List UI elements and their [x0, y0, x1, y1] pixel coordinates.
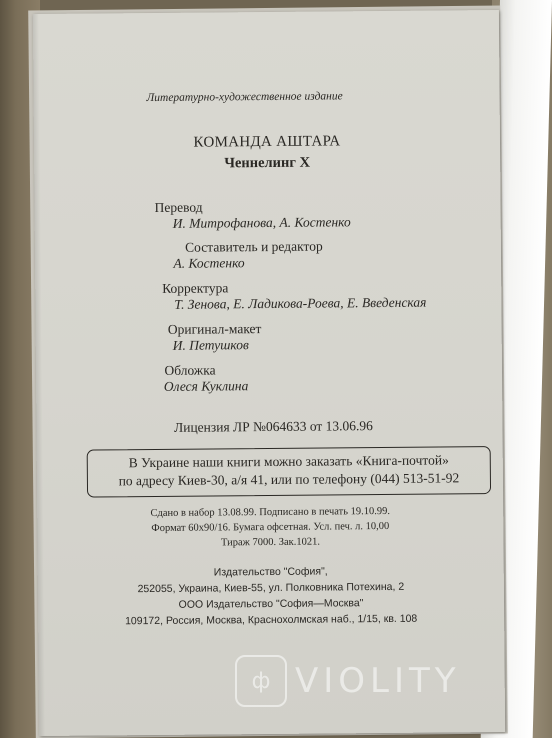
credit-role-layout: Оригинал-макет [167, 321, 262, 337]
series-label: Литературно-художественное издание [146, 90, 343, 105]
credit-names-proofreading: Т. Зенова, Е. Ладикова-Роева, Е. Введенская [174, 294, 427, 312]
publisher-line-3: ООО Издательство "София—Москва" [178, 597, 364, 611]
book-imprint-page [33, 10, 505, 736]
watermark-logo: ф [235, 655, 287, 707]
order-notice-line-1: В Украине наши книги можно заказать «Книга-почтой» [128, 452, 449, 471]
credit-names-editor: А. Костенко [173, 255, 245, 271]
print-info-line-2: Формат 60х90/16. Бумага офсетная. Усл. печ. л. 10,00 [151, 520, 390, 535]
license-line: Лицензия ЛР №064633 от 13.06.96 [173, 418, 373, 435]
watermark-text: VIOLITY [295, 661, 461, 701]
credit-names-translation: И. Митрофанова, А. Костенко [172, 214, 351, 231]
print-info-line-3: Тираж 7000. Зак.1021. [220, 536, 321, 549]
publisher-line-2: 252055, Украина, Киев-55, ул. Полковника Потехина, 2 [137, 580, 405, 596]
credit-names-layout: И. Петушков [172, 337, 249, 353]
order-notice-line-2: по адресу Киев-30, а/я 41, или по телефону (044) 513-51-92 [118, 470, 460, 489]
publisher-line-4: 109172, Россия, Москва, Краснохолмская наб., 1/15, кв. 108 [124, 612, 418, 628]
book-title: Ченнелинг Х [224, 154, 311, 172]
order-notice-box [87, 446, 491, 498]
credit-role-editor: Составитель и редактор [185, 238, 323, 255]
author-heading: КОМАНДА АШТАРА [193, 133, 341, 151]
print-info-line-1: Сдано в набор 13.08.99. Подписано в печать 19.10.99. [150, 505, 391, 520]
watermark [235, 655, 505, 711]
credit-names-cover: Олеся Куклина [163, 378, 249, 394]
credit-role-cover: Обложка [164, 362, 216, 378]
publisher-line-1: Издательство "София", [213, 565, 328, 579]
credit-role-translation: Перевод [154, 199, 203, 215]
credit-role-proofreading: Корректура [162, 280, 229, 296]
